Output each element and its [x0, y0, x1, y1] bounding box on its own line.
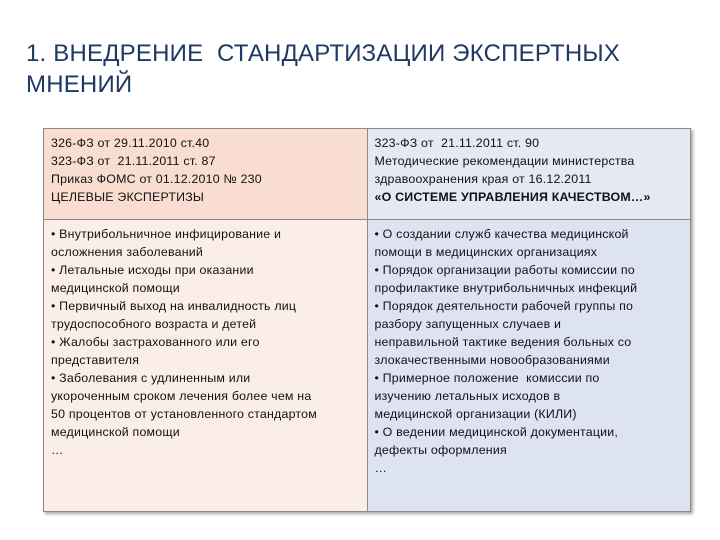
- list-item: медицинской организации (КИЛИ): [374, 407, 577, 421]
- left-header-line: ЦЕЛЕВЫЕ ЭКСПЕРТИЗЫ: [51, 190, 205, 204]
- right-body-cell: [367, 220, 691, 512]
- list-item: …: [51, 443, 64, 457]
- list-item: • Внутрибольничное инфицирование и: [51, 227, 282, 241]
- left-header-line: 323-ФЗ от 21.11.2011 ст. 87: [51, 154, 216, 168]
- list-item: злокачественными новообразованиями: [374, 353, 610, 367]
- list-item: профилактике внутрибольничных инфекций: [374, 281, 638, 295]
- slide-title-line-1: 1. ВНЕДРЕНИЕ СТАНДАРТИЗАЦИИ ЭКСПЕРТНЫХ: [26, 40, 621, 67]
- list-item: • Первичный выход на инвалидность лиц: [51, 299, 297, 313]
- list-item: укороченным сроком лечения более чем на: [51, 389, 312, 403]
- right-header-line: здравоохранения края от 16.12.2011: [374, 172, 592, 186]
- list-item: • О ведении медицинской документации,: [374, 425, 619, 439]
- regulations-table: [43, 128, 691, 512]
- table-body-row: [44, 220, 691, 512]
- right-header-line: 323-ФЗ от 21.11.2011 ст. 90: [374, 136, 540, 150]
- left-body-cell: [44, 220, 368, 512]
- list-item: • Жалобы застрахованного или его: [51, 335, 260, 349]
- slide-title-line-2: МНЕНИЙ: [26, 71, 133, 98]
- list-item: медицинской помощи: [51, 281, 180, 295]
- list-item: изучению летальных исходов в: [374, 389, 561, 403]
- left-header-line: 326-ФЗ от 29.11.2010 ст.40: [51, 136, 210, 150]
- list-item: неправильной тактике ведения больных со: [374, 335, 632, 349]
- list-item: разбору запущенных случаев и: [374, 317, 562, 331]
- list-item: …: [374, 461, 388, 475]
- list-item: помощи в медицинских организациях: [374, 245, 598, 259]
- right-header-line: Методические рекомендации министерства: [374, 154, 635, 168]
- list-item: • Летальные исходы при оказании: [51, 263, 254, 277]
- right-header-line: «О СИСТЕМЕ УПРАВЛЕНИЯ КАЧЕСТВОМ…»: [374, 190, 651, 204]
- right-header-cell: [367, 129, 691, 220]
- slide-title: [26, 38, 686, 100]
- list-item: дефекты оформления: [374, 443, 507, 457]
- list-item: медицинской помощи: [51, 425, 180, 439]
- list-item: осложнения заболеваний: [51, 245, 203, 259]
- list-item: 50 процентов от установленного стандартом: [51, 407, 317, 421]
- list-item: • Порядок деятельности рабочей группы по: [374, 299, 634, 313]
- list-item: • Примерное положение комиссии по: [374, 371, 600, 385]
- list-item: представителя: [51, 353, 140, 367]
- list-item: • Заболевания с удлиненным или: [51, 371, 251, 385]
- list-item: трудоспособного возраста и детей: [51, 317, 257, 331]
- left-header-cell: [44, 129, 368, 220]
- left-header-line: Приказ ФОМС от 01.12.2010 № 230: [51, 172, 262, 186]
- list-item: • О создании служб качества медицинской: [374, 227, 629, 241]
- table-header-row: [44, 129, 691, 220]
- list-item: • Порядок организации работы комиссии по: [374, 263, 635, 277]
